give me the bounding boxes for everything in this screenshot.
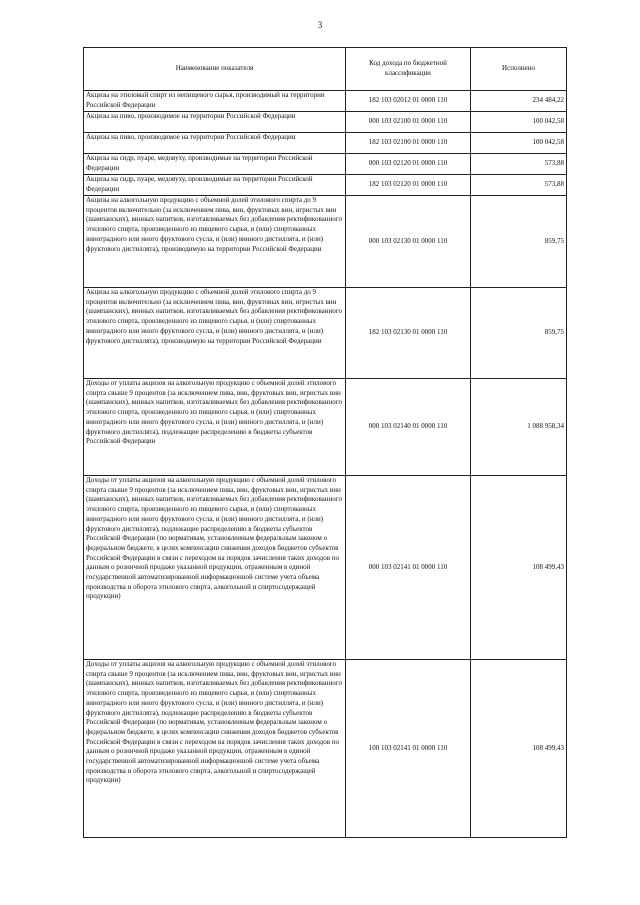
- row-value: 234 484,22: [471, 91, 567, 112]
- row-value: 1 088 958,34: [471, 379, 567, 476]
- row-name: Акцизы на этиловый спирт из непищевого сырья, производимый на территории Российской Федерации: [84, 91, 346, 112]
- table-row: [84, 379, 567, 476]
- table-row: [84, 175, 567, 196]
- table-row: [84, 91, 567, 112]
- row-name: Акцизы на пиво, производимое на территории Российской Федерации: [84, 133, 346, 154]
- row-code: 182 103 02012 01 0000 110: [346, 91, 471, 112]
- row-name: Акцизы на сидр, пуаре, медовуху, производимые на территории Российской Федерации: [84, 175, 346, 196]
- row-code: 100 103 02141 01 0000 110: [346, 660, 471, 838]
- row-code: 000 103 02100 01 0000 110: [346, 112, 471, 133]
- row-value: 573,88: [471, 154, 567, 175]
- row-code: 182 103 02100 01 0000 110: [346, 133, 471, 154]
- row-code: 182 103 02130 01 0000 110: [346, 288, 471, 379]
- row-code: 000 103 02140 01 0000 110: [346, 379, 471, 476]
- row-code: 000 103 02130 01 0000 110: [346, 196, 471, 288]
- table-row: [84, 476, 567, 660]
- row-value: 108 499,43: [471, 476, 567, 660]
- row-name: Доходы от уплаты акцизов на алкогольную продукцию с объемной долей этилового спирта свыше 9 процентов (за исключением пива, вин, фруктовых вин, игристых вин (шампанских), винных напитков, изготавливаемых без добавления ректификованного этилового спирта, произведенного из пищевого сырья, и (или) спиртованных виноградного или иного фруктового сусла, и (или) винного дистиллята, и (или) фруктового дистиллята), подлежащие распределению в бюджеты субъектов Российской Федерации (по нормативам, установленным федеральным законом о федеральном бюджете, в целях компенсации снижения доходов бюджетов субъектов Российской Федерации в связи с переходом на порядок зачисления таких доходов по данным о розничной продаже указанной продукции, отраженным в единой государственной автоматизированной информационной системе учета объема производства и оборота этилового спирта, алкогольной и спиртосодержащей продукции): [84, 476, 346, 660]
- row-name: Доходы от уплаты акцизов на алкогольную продукцию с объемной долей этилового спирта свыше 9 процентов (за исключением пива, вин, фруктовых вин, игристых вин (шампанских), винных напитков, изготавливаемых без добавления ректификованного этилового спирта, произведенного из пищевого сырья, и (или) спиртованных виноградного или иного фруктового сусла, и (или) винного дистиллята, и (или) фруктового дистиллята), подлежащие распределению в бюджеты субъектов Российской Федерации (по нормативам, установленным федеральным законом о федеральном бюджете, в целях компенсации снижения доходов бюджетов субъектов Российской Федерации в связи с переходом на порядок зачисления таких доходов по данным о розничной продаже указанной продукции, отраженным в единой государственной автоматизированной информационной системе учета объема производства и оборота этилового спирта, алкогольной и спиртосодержащей продукции): [84, 660, 346, 838]
- row-name: Доходы от уплаты акцизов на алкогольную продукцию с объемной долей этилового спирта свыше 9 процентов (за исключением пива, вин, фруктовых вин, игристых вин (шампанских), винных напитков, изготавливаемых без добавления ректификованного этилового спирта, произведенного из пищевого сырья, и (или) спиртованных виноградного или иного фруктового сусла, и (или) винного дистиллята, и (или) фруктового дистиллята), подлежащие распределению в бюджеты субъектов Российской Федерации: [84, 379, 346, 476]
- row-value: 859,75: [471, 288, 567, 379]
- row-value: 859,75: [471, 196, 567, 288]
- page-number: 3: [317, 20, 323, 30]
- row-value: 100 042,58: [471, 112, 567, 133]
- budget-table: [83, 47, 567, 838]
- table-header: [84, 48, 567, 91]
- row-name: Акцизы на алкогольную продукцию с объемной долей этилового спирта до 9 процентов включительно (за исключением пива, вин, фруктовых вин, игристых вин (шампанских), винных напитков, изготавливаемых без добавления ректификованного этилового спирта, произведенного из пищевого сырья, и (или) спиртованных виноградного или иного фруктового сусла, и (или) винного дистиллята, и (или) фруктового дистиллята), производимую на территории Российской Федерации: [84, 196, 346, 288]
- table-body: [84, 91, 567, 838]
- row-code: 182 103 02120 01 0000 110: [346, 175, 471, 196]
- row-value: 100 042,58: [471, 133, 567, 154]
- table-row: [84, 133, 567, 154]
- table-row: [84, 112, 567, 133]
- row-code: 000 103 02120 01 0000 110: [346, 154, 471, 175]
- table-row: [84, 196, 567, 288]
- row-name: Акцизы на пиво, производимое на территории Российской Федерации: [84, 112, 346, 133]
- table-row: [84, 288, 567, 379]
- table-row: [84, 154, 567, 175]
- header-executed: Исполнено: [471, 48, 567, 91]
- row-code: 000 103 02141 01 0000 110: [346, 476, 471, 660]
- table-row: [84, 660, 567, 838]
- header-name: Наименование показателя: [84, 48, 346, 91]
- row-name: Акцизы на алкогольную продукцию с объемной долей этилового спирта до 9 процентов включительно (за исключением пива, вин, фруктовых вин, игристых вин (шампанских), винных напитков, изготавливаемых без добавления ректификованного этилового спирта, произведенного из пищевого сырья, и (или) спиртованных виноградного или иного фруктового сусла, и (или) винного дистиллята, и (или) фруктового дистиллята), производимую на территории Российской Федерации: [84, 288, 346, 379]
- row-value: 108 499,43: [471, 660, 567, 838]
- row-value: 573,88: [471, 175, 567, 196]
- header-code: Код дохода по бюджетной классификации: [346, 48, 471, 91]
- row-name: Акцизы на сидр, пуаре, медовуху, производимые на территории Российской Федерации: [84, 154, 346, 175]
